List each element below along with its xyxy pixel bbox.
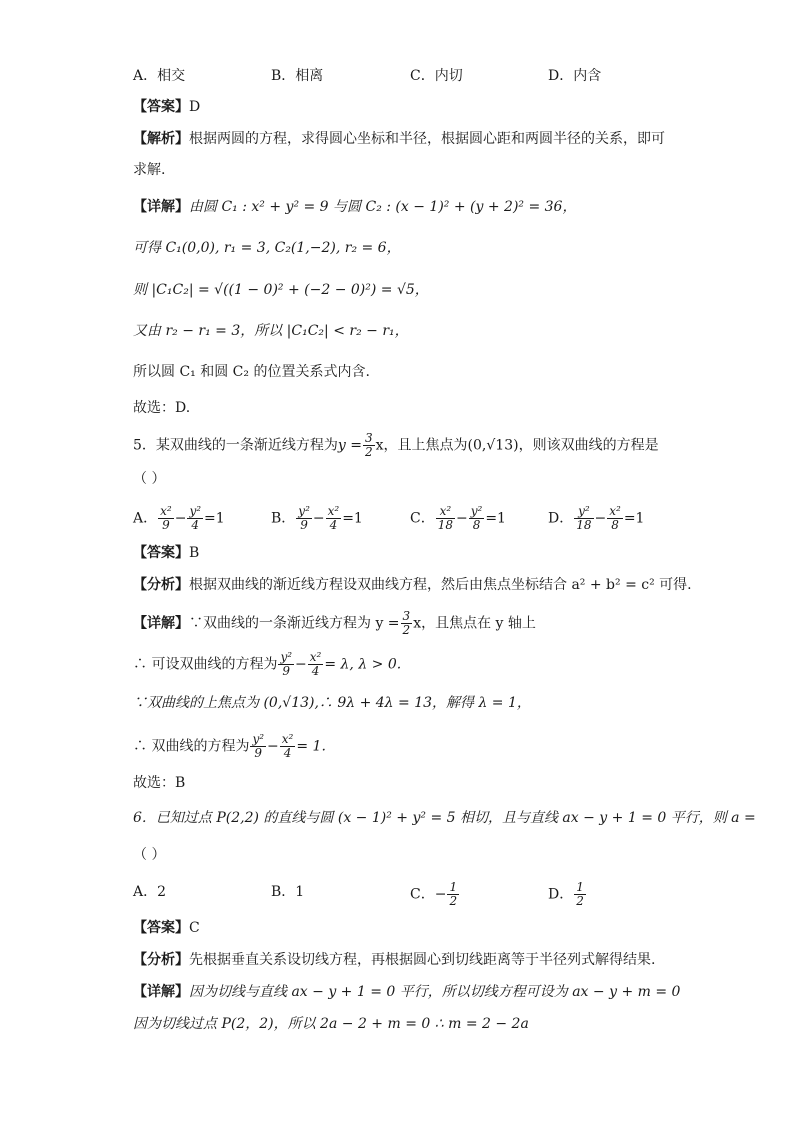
q6-option-c: C．− $\frac{1}{2}$ bbox=[410, 880, 458, 908]
detail-text: 因为切线与直线 ax − y + 1 = 0 平行，所以切线方程可设为 ax − y + m = 0 bbox=[189, 984, 681, 1000]
q5-option-b: B． $\frac{\text{y²}}{9}$ − $\frac{\text{x²}}{4}$ =1 bbox=[271, 504, 363, 532]
q5-stem-1 bbox=[133, 432, 694, 459]
q4-option-b: B．相离 bbox=[271, 68, 324, 84]
q4-option-a: A．相交 bbox=[133, 68, 186, 84]
q6-stem-1: 6．已知过点 P(2,2) 的直线与圆 (x − 1)² + y² = 5 相切，且与直线 ax − y + 1 = 0 平行，则 a = bbox=[133, 810, 756, 826]
q5-answer bbox=[133, 542, 694, 564]
q5-detail-1: 【详解】∵双曲线的一条渐近线方程为 y = $\frac{3}{2}$ x，且焦点在 y 轴上 bbox=[133, 609, 536, 637]
q4-detail-1 bbox=[133, 196, 694, 218]
q4-conclusion: 故选：D. bbox=[133, 400, 191, 416]
detail-label: 【详解】 bbox=[133, 199, 189, 215]
analysis-text: 根据两圆的方程，求得圆心坐标和半径，根据圆心距和两圆半径的关系，即可 bbox=[189, 131, 665, 147]
q6-detail-2: 因为切线过点 P(2，2)，所以 2a − 2 + m = 0 ∴ m = 2 − 2a bbox=[133, 1016, 529, 1032]
q5-detail-3: ∵双曲线的上焦点为 (0,√13),∴ 9λ + 4λ = 13，解得 λ = 1， bbox=[133, 695, 531, 711]
analysis-label: 【分析】 bbox=[133, 577, 189, 593]
q4-analysis bbox=[133, 128, 694, 150]
detail-text: 由圆 C₁ : x² + y² = 9 与圆 C₂ : (x − 1)² + (y + 2)² = 36， bbox=[189, 199, 577, 215]
q6-analysis bbox=[133, 949, 694, 971]
q5-stem-y: y = bbox=[337, 437, 363, 454]
q5-slope-fraction: $\frac{3}{2}$ bbox=[365, 431, 373, 459]
q5-stem-text: 5．某双曲线的一条渐近线方程为 bbox=[133, 437, 338, 454]
q6-stem-2: （ ） bbox=[133, 847, 166, 863]
answer-value: B bbox=[189, 545, 200, 561]
q5-detail-slope-fraction: $\frac{3}{2}$ bbox=[402, 609, 411, 637]
analysis-label: 【分析】 bbox=[133, 952, 189, 968]
q4-option-d: D．内含 bbox=[548, 68, 602, 84]
answer-value: D bbox=[189, 99, 201, 115]
q6-option-b: B．1 bbox=[271, 884, 305, 900]
q5-stem-2: （ ） bbox=[133, 471, 166, 487]
analysis-label: 【解析】 bbox=[133, 131, 189, 147]
answer-label: 【答案】 bbox=[133, 545, 189, 561]
q5-option-d: D． $\frac{\text{y²}}{18}$ − $\frac{\text{x²}}{8}$ =1 bbox=[548, 504, 645, 532]
q5-analysis bbox=[133, 574, 694, 596]
q6-option-a: A．2 bbox=[133, 884, 167, 900]
q4-analysis-cont: 求解. bbox=[133, 162, 166, 178]
q6-answer bbox=[133, 917, 694, 939]
detail-label: 【详解】 bbox=[133, 984, 189, 1000]
q5-detail-2: ∴ 可设双曲线的方程为 $\frac{\text{y²}}{9}$ − $\frac{\text{x²}}{4}$ = λ, λ > 0. bbox=[133, 650, 402, 678]
q5-option-a: A． $\frac{\text{x²}}{9}$ − $\frac{\text{y²}}{4}$ =1 bbox=[133, 504, 225, 532]
q4-detail-5: 所以圆 C₁ 和圆 C₂ 的位置关系式内含. bbox=[133, 364, 370, 380]
analysis-text: 先根据垂直关系设切线方程，再根据圆心到切线距离等于半径列式解得结果. bbox=[189, 952, 656, 968]
q4-detail-2: 可得 C₁(0,0), r₁ = 3, C₂(1,−2), r₂ = 6， bbox=[133, 240, 401, 256]
q5-conclusion: 故选：B bbox=[133, 775, 186, 791]
q4-detail-4: 又由 r₂ − r₁ = 3，所以 |C₁C₂| < r₂ − r₁， bbox=[133, 323, 409, 339]
answer-label: 【答案】 bbox=[133, 99, 189, 115]
q5-option-c: C． $\frac{\text{x²}}{18}$ − $\frac{\text{y²}}{8}$ =1 bbox=[410, 504, 506, 532]
answer-label: 【答案】 bbox=[133, 920, 189, 936]
answer-value: C bbox=[189, 920, 200, 936]
q5-stem-rest: x，且上焦点为(0,√13)，则该双曲线的方程是 bbox=[375, 437, 659, 454]
q4-detail-3: 则 |C₁C₂| = √((1 − 0)² + (−2 − 0)²) = √5， bbox=[133, 282, 429, 298]
detail-label: 【详解】 bbox=[133, 615, 189, 632]
q6-detail-1 bbox=[133, 981, 694, 1003]
q4-option-c: C．内切 bbox=[410, 68, 463, 84]
q6-option-d: D． $\frac{1}{2}$ bbox=[548, 880, 584, 908]
detail-text: ∵双曲线的一条渐近线方程为 y = bbox=[189, 615, 400, 632]
q4-answer bbox=[133, 96, 694, 118]
analysis-text: 根据双曲线的渐近线方程设双曲线方程，然后由焦点坐标结合 a² + b² = c² 可得. bbox=[189, 577, 692, 593]
q5-detail-4: ∴ 双曲线的方程为 $\frac{\text{y²}}{9}$ − $\frac{\text{x²}}{4}$ = 1. bbox=[133, 732, 326, 760]
